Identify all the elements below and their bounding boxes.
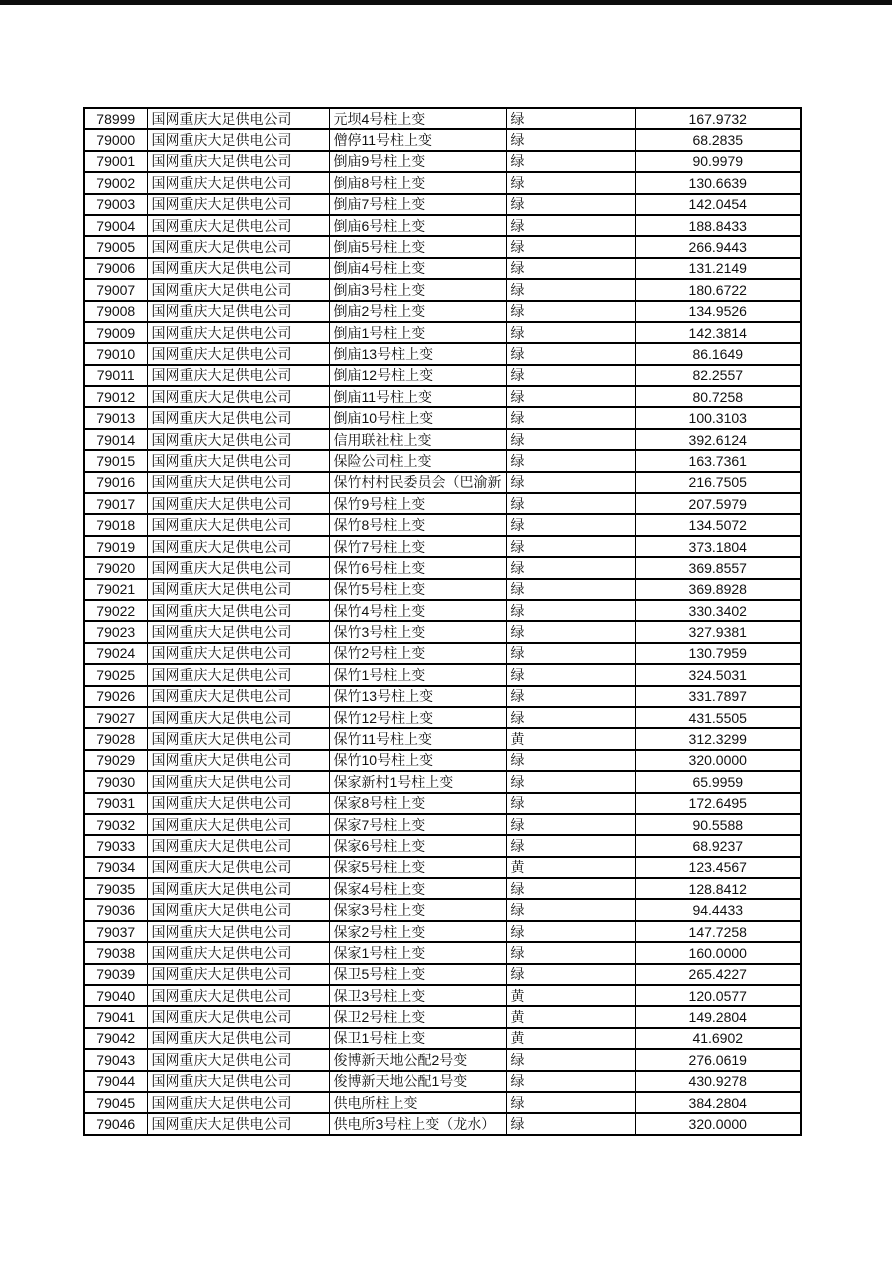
table-row <box>84 429 801 450</box>
status-cell: 绿 <box>506 194 635 215</box>
value-cell: 130.6639 <box>635 172 801 193</box>
value-cell: 331.7897 <box>635 686 801 707</box>
row-id-cell: 79043 <box>84 1049 147 1070</box>
status-cell: 绿 <box>506 1113 635 1134</box>
device-name-cell: 保竹6号柱上变 <box>329 557 506 578</box>
device-name-cell: 保竹1号柱上变 <box>329 664 506 685</box>
company-cell: 国网重庆大足供电公司 <box>147 472 329 493</box>
device-name-cell: 保家8号柱上变 <box>329 793 506 814</box>
table-row <box>84 707 801 728</box>
device-name-cell: 保卫1号柱上变 <box>329 1028 506 1049</box>
status-cell: 绿 <box>506 921 635 942</box>
row-id-cell: 79031 <box>84 793 147 814</box>
row-id-cell: 79028 <box>84 728 147 749</box>
value-cell: 430.9278 <box>635 1071 801 1092</box>
device-name-cell: 倒庙3号柱上变 <box>329 279 506 300</box>
table-row <box>84 301 801 322</box>
company-cell: 国网重庆大足供电公司 <box>147 643 329 664</box>
device-name-cell: 保竹5号柱上变 <box>329 579 506 600</box>
value-cell: 188.8433 <box>635 215 801 236</box>
device-name-cell: 保家2号柱上变 <box>329 921 506 942</box>
company-cell: 国网重庆大足供电公司 <box>147 964 329 985</box>
table-row <box>84 964 801 985</box>
value-cell: 147.7258 <box>635 921 801 942</box>
company-cell: 国网重庆大足供电公司 <box>147 151 329 172</box>
company-cell: 国网重庆大足供电公司 <box>147 493 329 514</box>
row-id-cell: 79008 <box>84 301 147 322</box>
value-cell: 180.6722 <box>635 279 801 300</box>
table-row <box>84 942 801 963</box>
table-row <box>84 579 801 600</box>
device-name-cell: 僧停11号柱上变 <box>329 129 506 150</box>
status-cell: 绿 <box>506 664 635 685</box>
company-cell: 国网重庆大足供电公司 <box>147 579 329 600</box>
device-name-cell: 信用联社柱上变 <box>329 429 506 450</box>
table-row <box>84 322 801 343</box>
device-name-cell: 保家4号柱上变 <box>329 878 506 899</box>
device-name-cell: 倒庙12号柱上变 <box>329 365 506 386</box>
table-row <box>84 878 801 899</box>
company-cell: 国网重庆大足供电公司 <box>147 814 329 835</box>
device-name-cell: 倒庙8号柱上变 <box>329 172 506 193</box>
status-cell: 绿 <box>506 429 635 450</box>
company-cell: 国网重庆大足供电公司 <box>147 429 329 450</box>
device-name-cell: 倒庙11号柱上变 <box>329 386 506 407</box>
device-name-cell: 保竹11号柱上变 <box>329 728 506 749</box>
table-row <box>84 1028 801 1049</box>
device-name-cell: 保卫3号柱上变 <box>329 985 506 1006</box>
value-cell: 320.0000 <box>635 750 801 771</box>
status-cell: 绿 <box>506 108 635 129</box>
row-id-cell: 79012 <box>84 386 147 407</box>
table-row <box>84 1071 801 1092</box>
row-id-cell: 79017 <box>84 493 147 514</box>
value-cell: 167.9732 <box>635 108 801 129</box>
company-cell: 国网重庆大足供电公司 <box>147 728 329 749</box>
company-cell: 国网重庆大足供电公司 <box>147 279 329 300</box>
status-cell: 绿 <box>506 493 635 514</box>
value-cell: 172.6495 <box>635 793 801 814</box>
company-cell: 国网重庆大足供电公司 <box>147 386 329 407</box>
table-row <box>84 793 801 814</box>
table-row <box>84 750 801 771</box>
company-cell: 国网重庆大足供电公司 <box>147 1006 329 1027</box>
value-cell: 65.9959 <box>635 771 801 792</box>
table-row <box>84 1092 801 1113</box>
row-id-cell: 79042 <box>84 1028 147 1049</box>
status-cell: 黄 <box>506 1028 635 1049</box>
device-name-cell: 保家1号柱上变 <box>329 942 506 963</box>
value-cell: 160.0000 <box>635 942 801 963</box>
table-row <box>84 493 801 514</box>
table-row <box>84 514 801 535</box>
top-bar <box>0 0 892 5</box>
value-cell: 90.9979 <box>635 151 801 172</box>
row-id-cell: 79018 <box>84 514 147 535</box>
value-cell: 149.2804 <box>635 1006 801 1027</box>
value-cell: 207.5979 <box>635 493 801 514</box>
row-id-cell: 78999 <box>84 108 147 129</box>
row-id-cell: 79025 <box>84 664 147 685</box>
value-cell: 68.9237 <box>635 835 801 856</box>
value-cell: 369.8928 <box>635 579 801 600</box>
table-row <box>84 985 801 1006</box>
row-id-cell: 79020 <box>84 557 147 578</box>
status-cell: 黄 <box>506 857 635 878</box>
table-row <box>84 343 801 364</box>
device-name-cell: 倒庙2号柱上变 <box>329 301 506 322</box>
value-cell: 80.7258 <box>635 386 801 407</box>
table-row <box>84 1049 801 1070</box>
status-cell: 绿 <box>506 686 635 707</box>
status-cell: 绿 <box>506 643 635 664</box>
table-row <box>84 365 801 386</box>
row-id-cell: 79038 <box>84 942 147 963</box>
value-cell: 373.1804 <box>635 536 801 557</box>
status-cell: 绿 <box>506 215 635 236</box>
device-name-cell: 保竹9号柱上变 <box>329 493 506 514</box>
value-cell: 41.6902 <box>635 1028 801 1049</box>
row-id-cell: 79046 <box>84 1113 147 1134</box>
company-cell: 国网重庆大足供电公司 <box>147 664 329 685</box>
status-cell: 绿 <box>506 964 635 985</box>
status-cell: 绿 <box>506 514 635 535</box>
status-cell: 绿 <box>506 301 635 322</box>
device-name-cell: 保竹10号柱上变 <box>329 750 506 771</box>
company-cell: 国网重庆大足供电公司 <box>147 322 329 343</box>
device-name-cell: 倒庙9号柱上变 <box>329 151 506 172</box>
company-cell: 国网重庆大足供电公司 <box>147 707 329 728</box>
device-name-cell: 供电所柱上变 <box>329 1092 506 1113</box>
table-row <box>84 1006 801 1027</box>
table-row <box>84 921 801 942</box>
device-name-cell: 保家新村1号柱上变 <box>329 771 506 792</box>
row-id-cell: 79013 <box>84 407 147 428</box>
table-row <box>84 536 801 557</box>
table-row <box>84 686 801 707</box>
row-id-cell: 79015 <box>84 450 147 471</box>
company-cell: 国网重庆大足供电公司 <box>147 985 329 1006</box>
table-row <box>84 151 801 172</box>
value-cell: 327.9381 <box>635 621 801 642</box>
value-cell: 392.6124 <box>635 429 801 450</box>
status-cell: 绿 <box>506 1071 635 1092</box>
value-cell: 82.2557 <box>635 365 801 386</box>
status-cell: 黄 <box>506 728 635 749</box>
table-row <box>84 1113 801 1134</box>
status-cell: 绿 <box>506 258 635 279</box>
table-row <box>84 664 801 685</box>
row-id-cell: 79040 <box>84 985 147 1006</box>
value-cell: 128.8412 <box>635 878 801 899</box>
status-cell: 绿 <box>506 600 635 621</box>
table-row <box>84 728 801 749</box>
company-cell: 国网重庆大足供电公司 <box>147 557 329 578</box>
table-row <box>84 899 801 920</box>
row-id-cell: 79010 <box>84 343 147 364</box>
device-name-cell: 倒庙4号柱上变 <box>329 258 506 279</box>
row-id-cell: 79039 <box>84 964 147 985</box>
status-cell: 绿 <box>506 129 635 150</box>
company-cell: 国网重庆大足供电公司 <box>147 771 329 792</box>
value-cell: 431.5505 <box>635 707 801 728</box>
company-cell: 国网重庆大足供电公司 <box>147 1049 329 1070</box>
value-cell: 142.0454 <box>635 194 801 215</box>
status-cell: 绿 <box>506 835 635 856</box>
row-id-cell: 79019 <box>84 536 147 557</box>
device-name-cell: 保竹12号柱上变 <box>329 707 506 728</box>
company-cell: 国网重庆大足供电公司 <box>147 129 329 150</box>
row-id-cell: 79009 <box>84 322 147 343</box>
row-id-cell: 79030 <box>84 771 147 792</box>
table-row <box>84 814 801 835</box>
row-id-cell: 79029 <box>84 750 147 771</box>
table-row <box>84 450 801 471</box>
company-cell: 国网重庆大足供电公司 <box>147 942 329 963</box>
table-row <box>84 407 801 428</box>
company-cell: 国网重庆大足供电公司 <box>147 899 329 920</box>
status-cell: 绿 <box>506 579 635 600</box>
table-body <box>84 108 801 1135</box>
value-cell: 120.0577 <box>635 985 801 1006</box>
status-cell: 绿 <box>506 386 635 407</box>
row-id-cell: 79022 <box>84 600 147 621</box>
value-cell: 369.8557 <box>635 557 801 578</box>
value-cell: 94.4433 <box>635 899 801 920</box>
company-cell: 国网重庆大足供电公司 <box>147 215 329 236</box>
status-cell: 绿 <box>506 1092 635 1113</box>
company-cell: 国网重庆大足供电公司 <box>147 1071 329 1092</box>
value-cell: 265.4227 <box>635 964 801 985</box>
value-cell: 86.1649 <box>635 343 801 364</box>
device-name-cell: 倒庙13号柱上变 <box>329 343 506 364</box>
company-cell: 国网重庆大足供电公司 <box>147 194 329 215</box>
status-cell: 绿 <box>506 450 635 471</box>
status-cell: 绿 <box>506 621 635 642</box>
device-name-cell: 保竹7号柱上变 <box>329 536 506 557</box>
device-name-cell: 保竹8号柱上变 <box>329 514 506 535</box>
value-cell: 216.7505 <box>635 472 801 493</box>
device-name-cell: 供电所3号柱上变（龙水） <box>329 1113 506 1134</box>
device-name-cell: 倒庙10号柱上变 <box>329 407 506 428</box>
row-id-cell: 79005 <box>84 236 147 257</box>
status-cell: 绿 <box>506 151 635 172</box>
row-id-cell: 79003 <box>84 194 147 215</box>
row-id-cell: 79023 <box>84 621 147 642</box>
value-cell: 266.9443 <box>635 236 801 257</box>
device-name-cell: 保竹3号柱上变 <box>329 621 506 642</box>
row-id-cell: 79045 <box>84 1092 147 1113</box>
device-name-cell: 保险公司柱上变 <box>329 450 506 471</box>
status-cell: 绿 <box>506 793 635 814</box>
company-cell: 国网重庆大足供电公司 <box>147 514 329 535</box>
status-cell: 绿 <box>506 899 635 920</box>
device-name-cell: 倒庙6号柱上变 <box>329 215 506 236</box>
status-cell: 绿 <box>506 707 635 728</box>
value-cell: 330.3402 <box>635 600 801 621</box>
status-cell: 绿 <box>506 172 635 193</box>
table-row <box>84 236 801 257</box>
table-row <box>84 108 801 129</box>
value-cell: 134.5072 <box>635 514 801 535</box>
table-row <box>84 129 801 150</box>
status-cell: 黄 <box>506 985 635 1006</box>
value-cell: 384.2804 <box>635 1092 801 1113</box>
row-id-cell: 79032 <box>84 814 147 835</box>
company-cell: 国网重庆大足供电公司 <box>147 301 329 322</box>
table-row <box>84 172 801 193</box>
status-cell: 绿 <box>506 343 635 364</box>
status-cell: 绿 <box>506 1049 635 1070</box>
status-cell: 绿 <box>506 814 635 835</box>
company-cell: 国网重庆大足供电公司 <box>147 621 329 642</box>
company-cell: 国网重庆大足供电公司 <box>147 258 329 279</box>
value-cell: 163.7361 <box>635 450 801 471</box>
company-cell: 国网重庆大足供电公司 <box>147 236 329 257</box>
status-cell: 绿 <box>506 279 635 300</box>
row-id-cell: 79021 <box>84 579 147 600</box>
company-cell: 国网重庆大足供电公司 <box>147 1092 329 1113</box>
device-name-cell: 倒庙7号柱上变 <box>329 194 506 215</box>
row-id-cell: 79024 <box>84 643 147 664</box>
company-cell: 国网重庆大足供电公司 <box>147 450 329 471</box>
value-cell: 312.3299 <box>635 728 801 749</box>
device-name-cell: 元坝4号柱上变 <box>329 108 506 129</box>
value-cell: 130.7959 <box>635 643 801 664</box>
status-cell: 绿 <box>506 472 635 493</box>
device-name-cell: 保竹村村民委员会（巴渝新 <box>329 472 506 493</box>
table-row <box>84 386 801 407</box>
table-row <box>84 215 801 236</box>
row-id-cell: 79036 <box>84 899 147 920</box>
company-cell: 国网重庆大足供电公司 <box>147 343 329 364</box>
table-row <box>84 643 801 664</box>
table-row <box>84 472 801 493</box>
device-name-cell: 俊博新天地公配2号变 <box>329 1049 506 1070</box>
company-cell: 国网重庆大足供电公司 <box>147 536 329 557</box>
value-cell: 123.4567 <box>635 857 801 878</box>
row-id-cell: 79044 <box>84 1071 147 1092</box>
row-id-cell: 79033 <box>84 835 147 856</box>
row-id-cell: 79006 <box>84 258 147 279</box>
company-cell: 国网重庆大足供电公司 <box>147 857 329 878</box>
table-row <box>84 279 801 300</box>
row-id-cell: 79034 <box>84 857 147 878</box>
status-cell: 绿 <box>506 365 635 386</box>
status-cell: 绿 <box>506 322 635 343</box>
device-name-cell: 保卫2号柱上变 <box>329 1006 506 1027</box>
row-id-cell: 79014 <box>84 429 147 450</box>
company-cell: 国网重庆大足供电公司 <box>147 793 329 814</box>
value-cell: 100.3103 <box>635 407 801 428</box>
device-name-cell: 保家6号柱上变 <box>329 835 506 856</box>
table-row <box>84 557 801 578</box>
table-row <box>84 600 801 621</box>
table-row <box>84 258 801 279</box>
company-cell: 国网重庆大足供电公司 <box>147 600 329 621</box>
company-cell: 国网重庆大足供电公司 <box>147 108 329 129</box>
company-cell: 国网重庆大足供电公司 <box>147 1113 329 1134</box>
device-name-cell: 保家5号柱上变 <box>329 857 506 878</box>
table-row <box>84 857 801 878</box>
company-cell: 国网重庆大足供电公司 <box>147 1028 329 1049</box>
row-id-cell: 79016 <box>84 472 147 493</box>
value-cell: 276.0619 <box>635 1049 801 1070</box>
row-id-cell: 79027 <box>84 707 147 728</box>
status-cell: 绿 <box>506 407 635 428</box>
company-cell: 国网重庆大足供电公司 <box>147 835 329 856</box>
device-name-cell: 保竹4号柱上变 <box>329 600 506 621</box>
company-cell: 国网重庆大足供电公司 <box>147 686 329 707</box>
device-name-cell: 俊博新天地公配1号变 <box>329 1071 506 1092</box>
company-cell: 国网重庆大足供电公司 <box>147 921 329 942</box>
table-row <box>84 621 801 642</box>
company-cell: 国网重庆大足供电公司 <box>147 750 329 771</box>
value-cell: 324.5031 <box>635 664 801 685</box>
transformer-load-table <box>83 107 802 1136</box>
value-cell: 134.9526 <box>635 301 801 322</box>
status-cell: 绿 <box>506 536 635 557</box>
status-cell: 绿 <box>506 878 635 899</box>
row-id-cell: 79035 <box>84 878 147 899</box>
device-name-cell: 保竹13号柱上变 <box>329 686 506 707</box>
row-id-cell: 79037 <box>84 921 147 942</box>
company-cell: 国网重庆大足供电公司 <box>147 878 329 899</box>
row-id-cell: 79000 <box>84 129 147 150</box>
device-name-cell: 保卫5号柱上变 <box>329 964 506 985</box>
status-cell: 绿 <box>506 557 635 578</box>
device-name-cell: 倒庙5号柱上变 <box>329 236 506 257</box>
device-name-cell: 倒庙1号柱上变 <box>329 322 506 343</box>
row-id-cell: 79041 <box>84 1006 147 1027</box>
row-id-cell: 79011 <box>84 365 147 386</box>
status-cell: 黄 <box>506 1006 635 1027</box>
device-name-cell: 保家3号柱上变 <box>329 899 506 920</box>
device-name-cell: 保家7号柱上变 <box>329 814 506 835</box>
table-row <box>84 194 801 215</box>
status-cell: 绿 <box>506 750 635 771</box>
row-id-cell: 79001 <box>84 151 147 172</box>
row-id-cell: 79007 <box>84 279 147 300</box>
value-cell: 142.3814 <box>635 322 801 343</box>
table-row <box>84 835 801 856</box>
status-cell: 绿 <box>506 942 635 963</box>
company-cell: 国网重庆大足供电公司 <box>147 172 329 193</box>
company-cell: 国网重庆大足供电公司 <box>147 365 329 386</box>
status-cell: 绿 <box>506 771 635 792</box>
table-row <box>84 771 801 792</box>
value-cell: 68.2835 <box>635 129 801 150</box>
value-cell: 90.5588 <box>635 814 801 835</box>
device-name-cell: 保竹2号柱上变 <box>329 643 506 664</box>
row-id-cell: 79026 <box>84 686 147 707</box>
row-id-cell: 79004 <box>84 215 147 236</box>
company-cell: 国网重庆大足供电公司 <box>147 407 329 428</box>
row-id-cell: 79002 <box>84 172 147 193</box>
value-cell: 320.0000 <box>635 1113 801 1134</box>
status-cell: 绿 <box>506 236 635 257</box>
value-cell: 131.2149 <box>635 258 801 279</box>
